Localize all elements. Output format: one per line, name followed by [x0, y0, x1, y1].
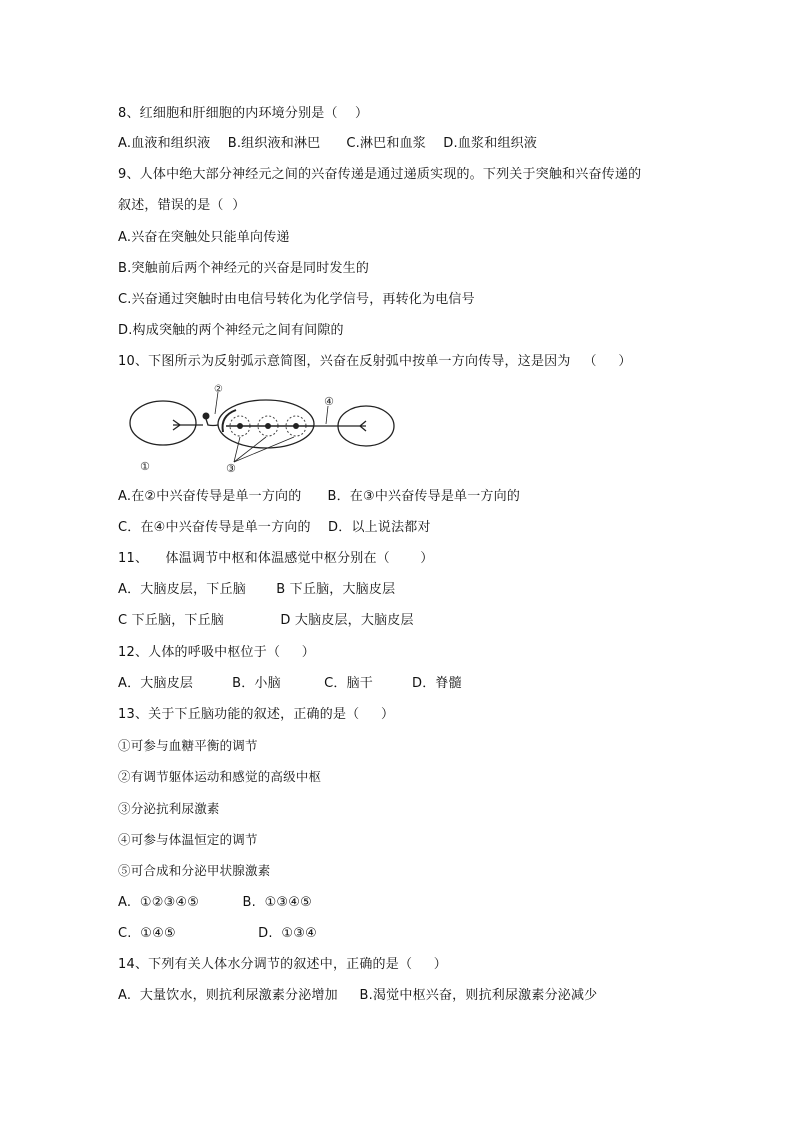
q12-options: A．大脑皮层 B．小脑 C．脑干 D．脊髓: [118, 676, 462, 691]
q14-stem: 14、下列有关人体水分调节的叙述中，正确的是（ ）: [118, 957, 448, 972]
ganglion-stalk: [206, 419, 218, 426]
q11-options-line1: A．大脑皮层，下丘脑 B 下丘脑，大脑皮层: [118, 582, 396, 597]
label-4: ④: [324, 395, 334, 408]
q9-option-a: A.兴奋在突触处只能单向传递: [118, 230, 290, 245]
q14-options: A. 大量饮水，则抗利尿激素分泌增加 B.渴觉中枢兴奋，则抗利尿激素分泌减少: [118, 988, 598, 1003]
ganglion: [203, 413, 210, 420]
q9-stem-line2: 叙述，错误的是（ ）: [118, 198, 246, 213]
q13-item-2: ②有调节躯体运动和感觉的高级中枢: [118, 769, 322, 784]
q13-item-1: ①可参与血糖平衡的调节: [118, 738, 258, 753]
q12-stem: 12、人体的呼吸中枢位于（ ）: [118, 645, 316, 660]
receptor-ellipse: [130, 401, 196, 445]
label-3: ③: [226, 462, 236, 475]
q13-item-5: ⑤可合成和分泌甲状腺激素: [118, 863, 271, 878]
q13-item-4: ④可参与体温恒定的调节: [118, 832, 258, 847]
label-1: ①: [140, 460, 150, 473]
q13-options-line1: A. ①②③④⑤ B. ①③④⑤: [118, 895, 312, 910]
q13-options-line2: C. ①④⑤ D. ①③④: [118, 926, 317, 941]
q8-stem: 8、红细胞和肝细胞的内环境分别是（ ）: [118, 106, 369, 121]
label-3-leader-c: [234, 437, 294, 462]
q11-stem: 11、 体温调节中枢和体温感觉中枢分别在（ ）: [118, 551, 434, 566]
q10-stem: 10、下图所示为反射弧示意简图，兴奋在反射弧中按单一方向传导，这是因为 （ ）: [118, 354, 632, 369]
q8-options: A.血液和组织液 B.组织液和淋巴 C.淋巴和血浆 D.血浆和组织液: [118, 136, 538, 151]
label-2: ②: [214, 384, 223, 395]
reflex-arc-diagram: [118, 380, 418, 480]
q10-options-line1: A.在②中兴奋传导是单一方向的 B．在③中兴奋传导是单一方向的: [118, 489, 521, 504]
q11-options-line2: C 下丘脑，下丘脑 D 大脑皮层，大脑皮层: [118, 613, 414, 628]
q9-stem-line1: 9、人体中绝大部分神经元之间的兴奋传递是通过递质实现的。下列关于突触和兴奋传递的: [118, 167, 642, 182]
label-4-leader: [326, 406, 328, 424]
q13-stem: 13、关于下丘脑功能的叙述，正确的是（ ）: [118, 707, 395, 722]
q9-option-c: C.兴奋通过突触时由电信号转化为化学信号，再转化为电信号: [118, 292, 475, 307]
label-2-leader: [215, 392, 218, 414]
q9-option-d: D.构成突触的两个神经元之间有间隙的: [118, 323, 344, 338]
q9-option-b: B.突触前后两个神经元的兴奋是同时发生的: [118, 261, 370, 276]
center-arc: [223, 410, 236, 432]
q10-options-line2: C．在④中兴奋传导是单一方向的 D．以上说法都对: [118, 520, 431, 535]
q13-item-3: ③分泌抗利尿激素: [118, 801, 220, 816]
